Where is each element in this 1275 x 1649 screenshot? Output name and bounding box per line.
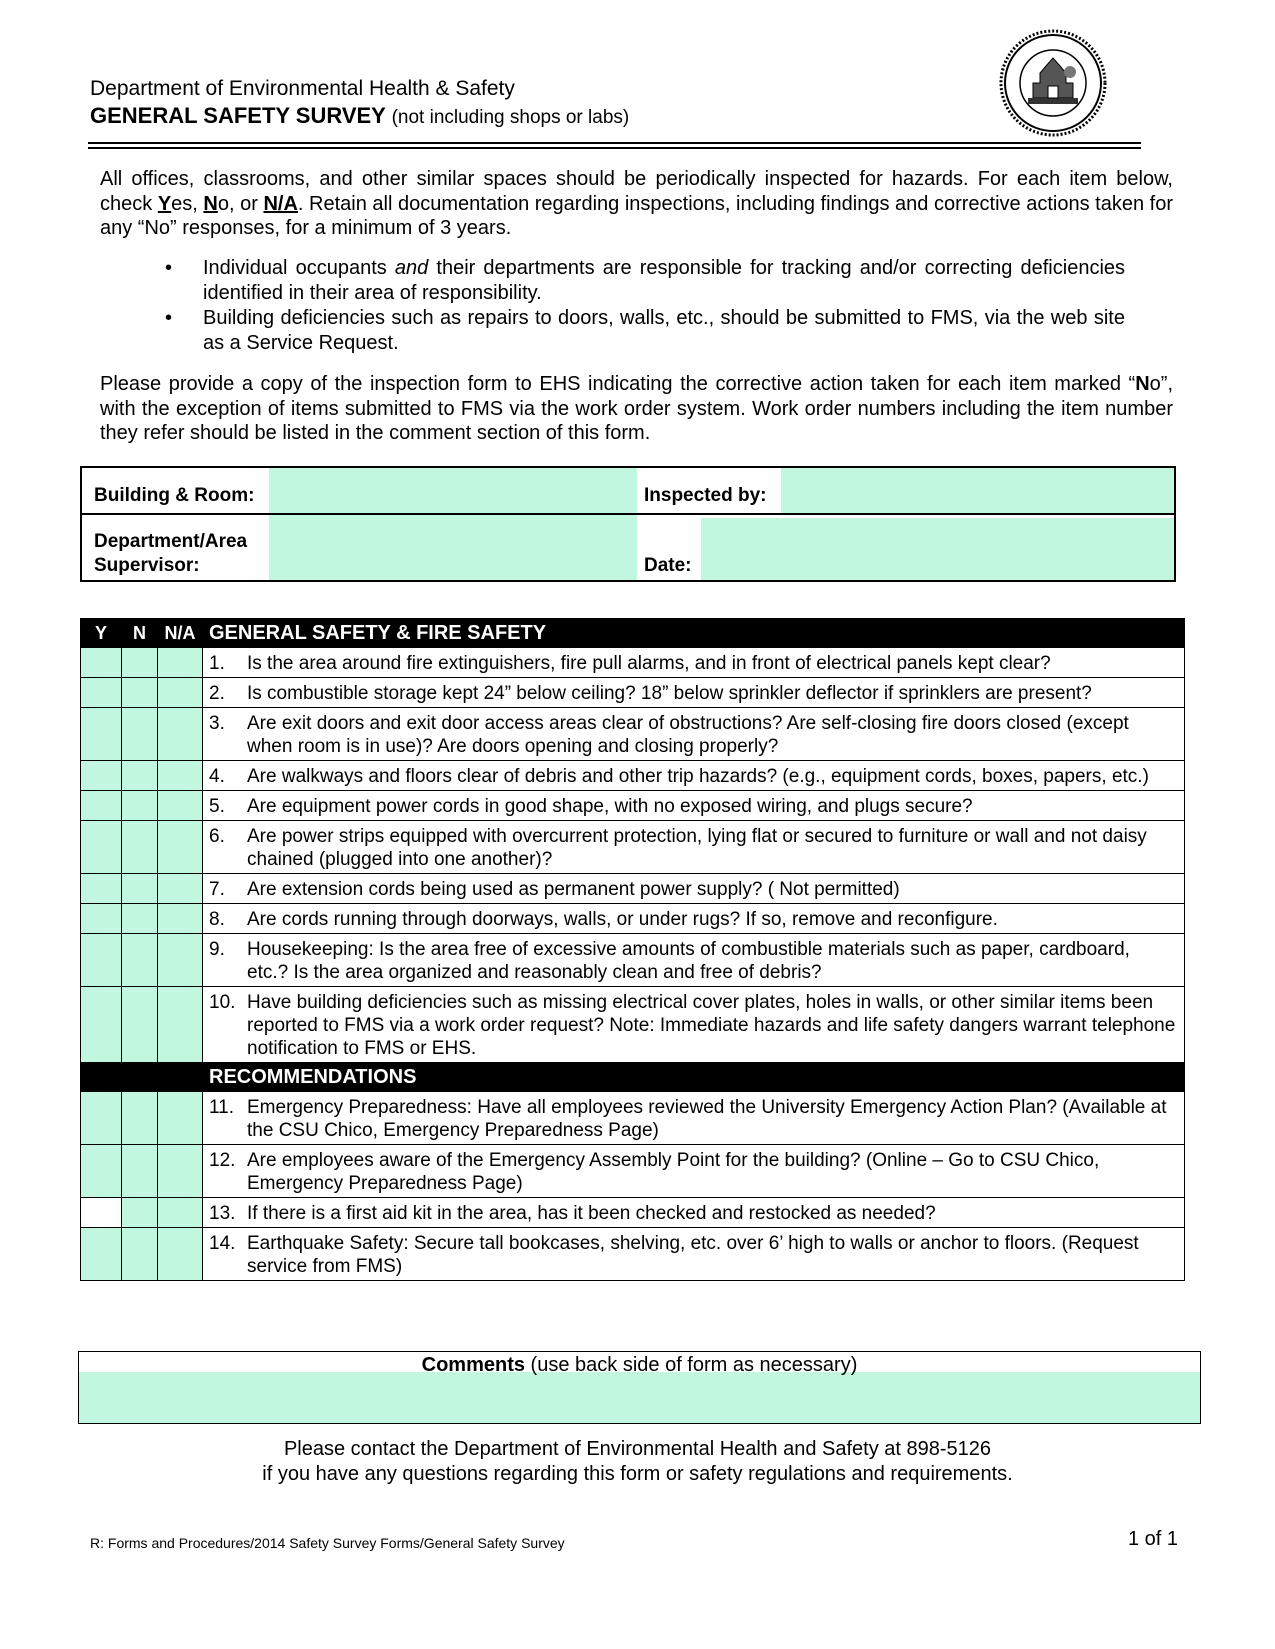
yes-checkbox[interactable] xyxy=(81,1092,122,1145)
item-number: 1. xyxy=(209,653,225,674)
na-checkbox[interactable] xyxy=(158,791,203,821)
item-question: Have building deficiencies such as missing electrical cover plates, holes in walls, or other similar items been reported to FMS via a work order request? Note: Immediate hazards and life safety dangers warrant telephone notification to FMS or EHS. xyxy=(247,992,1176,1059)
table-row xyxy=(81,708,1185,761)
item-number: 14. xyxy=(209,1233,236,1254)
no-checkbox[interactable] xyxy=(122,648,158,678)
item-number: 11. xyxy=(209,1097,235,1118)
no-checkbox[interactable] xyxy=(122,708,158,761)
inspection-info-box xyxy=(80,466,1176,582)
department-name: Department of Environmental Health & Safety xyxy=(90,77,515,100)
item-number: 5. xyxy=(209,796,225,817)
table-row xyxy=(81,1145,1185,1198)
yes-checkbox[interactable] xyxy=(81,904,122,934)
na-checkbox[interactable] xyxy=(158,708,203,761)
comments-field[interactable] xyxy=(79,1372,1200,1423)
item-number: 9. xyxy=(209,939,225,960)
instructions-paragraph: Please provide a copy of the inspection form to EHS indicating the corrective action taken for each item marked “No”, with the exception of items submitted to FMS via the work order system. Work order numbers including the item number they refer should be listed in the comment section of this form. xyxy=(100,373,1173,444)
na-checkbox[interactable] xyxy=(158,1092,203,1145)
no-checkbox[interactable] xyxy=(122,934,158,987)
date-label: Date: xyxy=(644,555,692,576)
item-question: Are walkways and floors clear of debris and other trip hazards? (e.g., equipment cords, boxes, papers, etc.) xyxy=(247,766,1149,787)
table-row xyxy=(81,987,1185,1063)
section-header-general xyxy=(81,619,1185,648)
form-title xyxy=(90,103,629,129)
na-checkbox[interactable] xyxy=(158,821,203,874)
item-question: If there is a first aid kit in the area, has it been checked and restocked as needed? xyxy=(247,1203,936,1224)
na-checkbox[interactable] xyxy=(158,648,203,678)
no-checkbox[interactable] xyxy=(122,1228,158,1281)
no-checkbox[interactable] xyxy=(122,761,158,791)
table-row xyxy=(81,648,1185,678)
page-number: 1 of 1 xyxy=(1128,1528,1179,1550)
item-number: 8. xyxy=(209,909,225,930)
item-question: Housekeeping: Is the area free of excessive amounts of combustible materials such as paper, cardboard, etc.? Is the area organized and reasonably clean and free of debris? xyxy=(247,939,1130,983)
col-yes-header: Y xyxy=(81,619,122,648)
item-question: Are extension cords being used as permanent power supply? ( Not permitted) xyxy=(247,879,900,900)
yes-checkbox[interactable] xyxy=(81,708,122,761)
contact-line-2: if you have any questions regarding this form or safety regulations and requirements. xyxy=(262,1462,1013,1485)
section-header-recommendations xyxy=(81,1063,1185,1092)
university-seal-icon xyxy=(998,28,1108,138)
safety-survey-table xyxy=(80,618,1185,1281)
date-field[interactable] xyxy=(701,518,1174,580)
yes-checkbox[interactable] xyxy=(81,874,122,904)
table-row xyxy=(81,874,1185,904)
col-na-header: N/A xyxy=(158,619,203,648)
table-row xyxy=(81,791,1185,821)
no-checkbox[interactable] xyxy=(122,791,158,821)
header-rule-top xyxy=(88,142,1141,144)
item-number: 7. xyxy=(209,879,225,900)
inspected-by-field[interactable] xyxy=(781,468,1174,513)
responsibility-bullets xyxy=(160,256,1125,356)
item-question: Is combustible storage kept 24” below ceiling? 18” below sprinkler deflector if sprinklers are present? xyxy=(247,683,1092,704)
yes-checkbox[interactable] xyxy=(81,648,122,678)
no-checkbox[interactable] xyxy=(122,821,158,874)
item-question: Are employees aware of the Emergency Assembly Point for the building? (Online – Go to CSU Chico, Emergency Preparedness Page) xyxy=(247,1150,1100,1194)
inspected-by-label: Inspected by: xyxy=(644,485,767,506)
form-title-main: GENERAL SAFETY SURVEY xyxy=(90,103,386,128)
yes-checkbox[interactable] xyxy=(81,987,122,1063)
item-number: 10. xyxy=(209,992,236,1013)
item-question: Emergency Preparedness: Have all employees reviewed the University Emergency Action Plan? (Available at the CSU Chico, Emergency Preparedness Page) xyxy=(247,1097,1167,1141)
supervisor-label-line1: Department/Area xyxy=(94,531,248,552)
section-title: GENERAL SAFETY & FIRE SAFETY xyxy=(203,619,1185,648)
header-rule-bottom xyxy=(88,147,1141,149)
no-checkbox[interactable] xyxy=(122,874,158,904)
form-subtitle: (not including shops or labs) xyxy=(391,107,630,128)
item-number: 4. xyxy=(209,766,225,787)
bullet-item: • Individual occupants and their departments are responsible for tracking and/or correcting deficiencies identified in their area of responsibility. xyxy=(165,257,1126,304)
yes-checkbox[interactable] xyxy=(81,761,122,791)
table-row xyxy=(81,934,1185,987)
info-divider xyxy=(82,513,1174,515)
table-row xyxy=(81,821,1185,874)
na-checkbox[interactable] xyxy=(158,987,203,1063)
bullet-item: • Building deficiencies such as repairs to doors, walls, etc., should be submitted to FMS, via the web site as a Service Request. xyxy=(165,307,1125,354)
no-checkbox[interactable] xyxy=(122,904,158,934)
item-question: Is the area around fire extinguishers, fire pull alarms, and in front of electrical panels kept clear? xyxy=(247,653,1051,674)
no-checkbox[interactable] xyxy=(122,1145,158,1198)
item-question: Are cords running through doorways, walls, or under rugs? If so, remove and reconfigure. xyxy=(247,909,998,930)
na-checkbox[interactable] xyxy=(158,761,203,791)
item-number: 3. xyxy=(209,713,225,734)
item-question: Earthquake Safety: Secure tall bookcases, shelving, etc. over 6’ high to walls or anchor to floors. (Request service from FMS) xyxy=(247,1233,1139,1277)
na-checkbox[interactable] xyxy=(158,1228,203,1281)
footer-path: R: Forms and Procedures/2014 Safety Survey Forms/General Safety Survey xyxy=(90,1535,565,1551)
yes-checkbox[interactable] xyxy=(81,1145,122,1198)
table-row xyxy=(81,1228,1185,1281)
item-question: Are equipment power cords in good shape, with no exposed wiring, and plugs secure? xyxy=(247,796,973,817)
na-checkbox[interactable] xyxy=(158,874,203,904)
contact-note xyxy=(0,1437,1275,1486)
intro-paragraph: All offices, classrooms, and other similar spaces should be periodically inspected for hazards. For each item below, check Yes, No, or N/A. Retain all documentation regarding inspections, including findings and corrective actions taken for any “No” responses, for a minimum of 3 years. xyxy=(100,168,1173,239)
yes-checkbox[interactable] xyxy=(81,791,122,821)
na-checkbox[interactable] xyxy=(158,934,203,987)
contact-line-1: Please contact the Department of Environmental Health and Safety at 898-5126 xyxy=(283,1438,992,1460)
table-row xyxy=(81,1092,1185,1145)
table-row xyxy=(81,761,1185,791)
building-room-field[interactable] xyxy=(269,468,637,513)
yes-checkbox[interactable] xyxy=(81,934,122,987)
yes-checkbox[interactable] xyxy=(81,821,122,874)
na-checkbox[interactable] xyxy=(158,1145,203,1198)
no-checkbox[interactable] xyxy=(122,1092,158,1145)
no-checkbox[interactable] xyxy=(122,1198,158,1228)
na-checkbox[interactable] xyxy=(158,904,203,934)
yes-checkbox[interactable] xyxy=(81,1228,122,1281)
building-room-label: Building & Room: xyxy=(94,485,255,506)
col-no-header: N xyxy=(122,619,158,648)
item-number: 2. xyxy=(209,683,225,704)
table-row xyxy=(81,1198,1185,1228)
comments-box xyxy=(78,1351,1201,1424)
section-title: RECOMMENDATIONS xyxy=(203,1063,1185,1092)
comments-label: Comments (use back side of form as necessary) xyxy=(421,1354,858,1376)
supervisor-field[interactable] xyxy=(269,515,637,580)
no-checkbox[interactable] xyxy=(122,678,158,708)
no-checkbox[interactable] xyxy=(122,987,158,1063)
item-number: 12. xyxy=(209,1150,236,1171)
table-row xyxy=(81,904,1185,934)
supervisor-label-line2: Supervisor: xyxy=(94,555,200,576)
item-number: 6. xyxy=(209,826,225,847)
item-question: Are exit doors and exit door access areas clear of obstructions? Are self-closing fire doors closed (except when room is in use)? Are doors opening and closing properly? xyxy=(247,713,1129,757)
yes-checkbox[interactable] xyxy=(81,1198,122,1228)
na-checkbox[interactable] xyxy=(158,1198,203,1228)
na-checkbox[interactable] xyxy=(158,678,203,708)
item-number: 13. xyxy=(209,1203,236,1224)
item-question: Are power strips equipped with overcurrent protection, lying flat or secured to furniture or wall and not daisy chained (plugged into one another)? xyxy=(247,826,1147,870)
yes-checkbox[interactable] xyxy=(81,678,122,708)
table-row xyxy=(81,678,1185,708)
